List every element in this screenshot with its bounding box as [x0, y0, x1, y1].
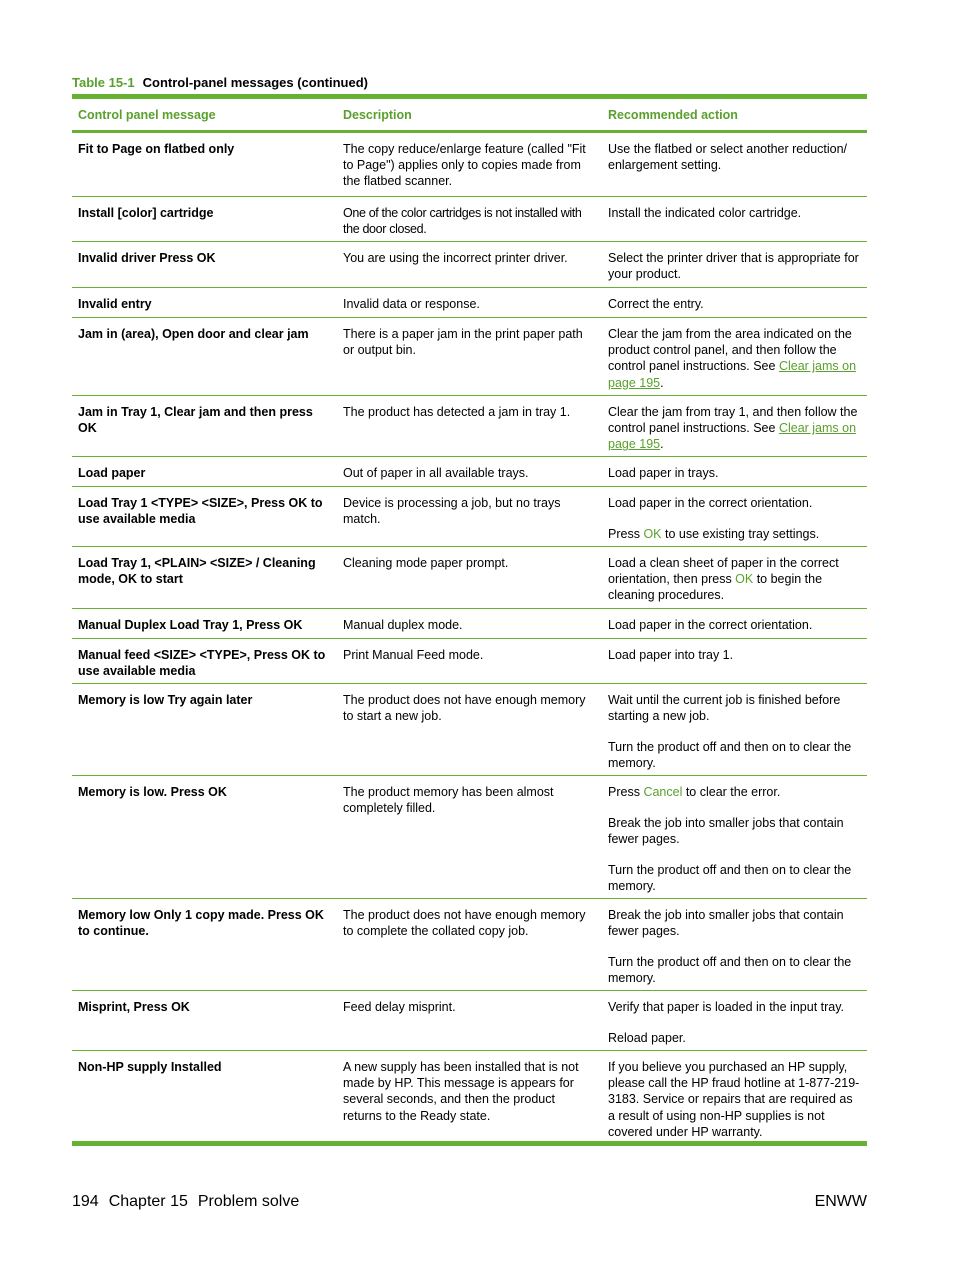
- message-cell: Jam in (area), Open door and clear jam: [78, 327, 309, 341]
- message-cell: Load Tray 1, <PLAIN> <SIZE> / Cleaning mode, OK to start: [78, 556, 316, 587]
- message-cell: Invalid driver Press OK: [78, 251, 216, 265]
- table-row: [72, 991, 867, 1051]
- action-text: Install the indicated color cartridge.: [608, 206, 802, 220]
- action-prefix: Clear the jam from tray 1, and then follow the control panel instructions. See: [608, 405, 858, 436]
- table-row: [72, 133, 867, 197]
- action-text: Break the job into smaller jobs that contain fewer pages.: [608, 815, 844, 846]
- clear-jams-link[interactable]: Clear jams on page 195: [608, 421, 857, 452]
- table-row: [72, 457, 867, 487]
- message-cell: Install [color] cartridge: [78, 206, 214, 220]
- action-cell: [602, 776, 867, 898]
- action-cell: [602, 487, 867, 546]
- action-cell: [602, 639, 867, 683]
- ok-key-label: OK: [643, 526, 662, 541]
- table-row: [72, 487, 867, 547]
- action-text: [608, 526, 861, 542]
- message-cell: Jam in Tray 1, Clear jam and then press OK: [78, 405, 313, 436]
- action-cell: [602, 396, 867, 456]
- action-text: [608, 784, 861, 800]
- action-text: Load paper into tray 1.: [608, 648, 734, 662]
- description-cell: You are using the incorrect printer driver.: [343, 251, 568, 265]
- table-row: [72, 197, 867, 242]
- page-footer: [72, 1192, 867, 1212]
- description-cell: There is a paper jam in the print paper path or output bin.: [343, 327, 583, 358]
- action-cell: [602, 197, 867, 241]
- action-cell: [602, 1051, 867, 1141]
- action-suffix: .: [660, 437, 664, 452]
- action-cell: [602, 242, 867, 287]
- table-header-row: [72, 99, 867, 130]
- action-prefix: Press: [608, 785, 644, 799]
- message-cell: Invalid entry: [78, 297, 152, 311]
- action-text: [608, 555, 861, 604]
- chapter-label: Chapter 15: [108, 1193, 188, 1210]
- message-cell: Manual Duplex Load Tray 1, Press OK: [78, 618, 303, 632]
- action-text: Select the printer driver that is appropriate for your product.: [608, 251, 859, 282]
- description-cell: The product memory has been almost completely filled.: [343, 785, 554, 816]
- description-cell: The copy reduce/enlarge feature (called "Fit to Page") applies only to copies made from the flatbed scanner.: [343, 142, 586, 189]
- action-text: Load paper in trays.: [608, 466, 719, 480]
- action-suffix: to begin the cleaning procedures.: [608, 572, 823, 603]
- action-text: Turn the product off and then on to clear the memory.: [608, 862, 852, 893]
- section-title: Problem solve: [197, 1193, 300, 1210]
- action-cell: [602, 288, 867, 317]
- action-suffix: .: [660, 375, 664, 390]
- table-row: [72, 639, 867, 684]
- table-row: [72, 609, 867, 639]
- message-cell: Memory is low. Press OK: [78, 785, 227, 799]
- action-cell: [602, 684, 867, 775]
- clear-jams-link[interactable]: Clear jams on page 195: [608, 359, 857, 390]
- table-row: [72, 1051, 867, 1141]
- message-cell: Non-HP supply Installed: [78, 1060, 222, 1074]
- footer-left: [72, 1192, 299, 1212]
- message-cell: Misprint, Press OK: [78, 1000, 190, 1014]
- message-cell: Memory low Only 1 copy made. Press OK to continue.: [78, 908, 324, 939]
- column-header-message: Control panel message: [78, 107, 216, 122]
- action-text: Load paper in the correct orientation.: [608, 496, 813, 510]
- cancel-key-label: Cancel: [643, 785, 683, 799]
- action-text: Turn the product off and then on to clear the memory.: [608, 739, 852, 771]
- action-text: If you believe you purchased an HP supply, please call the HP fraud hotline at 1-877-219-3183. Service or repairs that are required as a result of using non-HP supplies is not covered under HP warranty.: [608, 1060, 860, 1139]
- action-text: Turn the product off and then on to clear the memory.: [608, 954, 852, 986]
- table-row: [72, 288, 867, 318]
- action-cell: [602, 318, 867, 395]
- description-cell: The product has detected a jam in tray 1.: [343, 405, 571, 419]
- action-cell: [602, 457, 867, 486]
- action-cell: [602, 899, 867, 990]
- action-prefix: Press: [608, 526, 644, 541]
- description-cell: Manual duplex mode.: [343, 618, 463, 632]
- action-text: Break the job into smaller jobs that contain fewer pages.: [608, 908, 844, 939]
- table-row: [72, 684, 867, 776]
- action-suffix: to use existing tray settings.: [661, 526, 820, 541]
- action-text: Correct the entry.: [608, 297, 704, 311]
- table-row: [72, 242, 867, 288]
- action-suffix: to clear the error.: [682, 785, 781, 799]
- action-cell: [602, 547, 867, 608]
- message-cell: Fit to Page on flatbed only: [78, 142, 235, 156]
- message-cell: Load Tray 1 <TYPE> <SIZE>, Press OK to use available media: [78, 496, 323, 527]
- table-row: [72, 318, 867, 396]
- description-cell: Invalid data or response.: [343, 297, 480, 311]
- action-cell: [602, 609, 867, 638]
- table-row: [72, 899, 867, 991]
- table-bottom-rule: [72, 1141, 867, 1146]
- ok-key-label: OK: [735, 572, 754, 587]
- action-cell: [602, 991, 867, 1050]
- description-cell: Out of paper in all available trays.: [343, 466, 529, 480]
- message-cell: Manual feed <SIZE> <TYPE>, Press OK to use available media: [78, 648, 326, 679]
- description-cell: Device is processing a job, but no trays match.: [343, 496, 561, 527]
- action-prefix: Clear the jam from the area indicated on the product control panel, and then follow the control panel instructions. See: [608, 327, 852, 374]
- action-text: Use the flatbed or select another reduction/ enlargement setting.: [608, 142, 848, 173]
- description-cell: One of the color cartridges is not installed with the door closed.: [343, 206, 582, 237]
- table-row: [72, 776, 867, 899]
- table-number: Table 15-1: [72, 75, 135, 90]
- column-header-action: Recommended action: [608, 107, 738, 122]
- table-row: [72, 547, 867, 609]
- table-title: Control-panel messages (continued): [142, 75, 368, 90]
- action-text: Wait until the current job is finished before starting a new job.: [608, 693, 841, 724]
- description-cell: The product does not have enough memory to start a new job.: [343, 693, 586, 724]
- page-number: 194: [72, 1193, 99, 1210]
- description-cell: A new supply has been installed that is not made by HP. This message is appears for several seconds, and then the product returns to the Ready state.: [343, 1060, 579, 1123]
- action-text: [608, 326, 861, 391]
- description-cell: Cleaning mode paper prompt.: [343, 556, 509, 570]
- action-cell: [602, 133, 867, 196]
- table-row: [72, 396, 867, 457]
- description-cell: The product does not have enough memory to complete the collated copy job.: [343, 908, 586, 939]
- control-panel-messages-table: [72, 94, 867, 1146]
- message-cell: Memory is low Try again later: [78, 693, 253, 707]
- column-header-description: Description: [343, 107, 412, 122]
- message-cell: Load paper: [78, 466, 146, 480]
- footer-right: ENWW: [814, 1193, 867, 1210]
- action-prefix: Load a clean sheet of paper in the correct orientation, then press: [608, 556, 839, 587]
- table-caption: [72, 74, 867, 92]
- action-text: Verify that paper is loaded in the input tray.: [608, 1000, 845, 1014]
- action-text: Load paper in the correct orientation.: [608, 618, 813, 632]
- description-cell: Feed delay misprint.: [343, 1000, 456, 1014]
- action-text: Reload paper.: [608, 1030, 686, 1045]
- description-cell: Print Manual Feed mode.: [343, 648, 484, 662]
- action-text: [608, 404, 861, 453]
